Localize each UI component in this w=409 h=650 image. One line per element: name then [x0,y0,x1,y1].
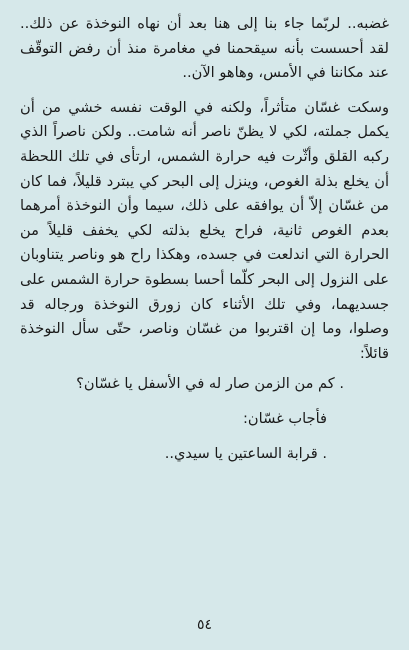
page-number: ٥٤ [196,617,213,633]
dialogue-reply-label: فأجاب غسّان: [243,409,327,427]
paragraph-spacer [20,86,389,96]
paragraph-2: وسكت غسّان متأثراً، ولكنه في الوقت نفسه خشي من أن يكمل جملته، لكي لا يظنّ ناصر أنه شامت.. ولكن ناصراً الذي ركبه القلق وأثّرت فيه حرارة الشمس، ارتأى في تلك اللحظة أن يخلع بذلة الغوص، وينزل إلى البحر كي يبترد قليلاً، فما كان من غسّان إلاّ أن يوافقه على ذلك، سيما وأن النوخذة أمرهما بعدم الغوص ثانية، فراح يخلع بذلته لكي يخفف قليلاً من الحرارة التي اندلعت في جسده، وهكذا راح هو وناصر يتناوبان على النزول إلى البحر كلّما أحسا بسطوة حرارة الشمس على جسديهما، وفي تلك الأثناء كان زورق النوخذة ورجاله قد وصلوا، وما إن اقتربوا من غسّان وناصر، حتّى سأل النوخذة قائلاً: [20,98,389,362]
body-text [20,12,389,466]
dialogue-answer: . قرابة الساعتين يا سيدي.. [164,444,327,462]
dialogue-question: . كم من الزمن صار له في الأسفل يا غسّان؟ [76,375,344,393]
paragraph-1: غضبه.. لربّما جاء بنا إلى هنا بعد أن نهاه النوخذة عن ذلك.. لقد أحسست بأنه سيقحمنا في مغامرة منذ أن رفض التوقّف عند مكاننا في الأمس، وهاهو الآن.. [20,15,389,82]
